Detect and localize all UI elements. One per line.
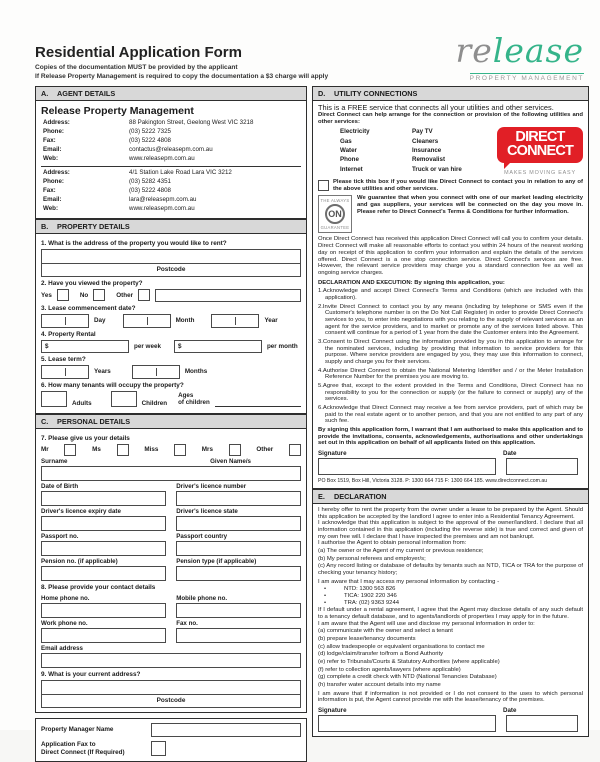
question-2: 2. Have you viewed the property? (41, 279, 143, 287)
home-phone-label: Home phone no. (41, 594, 90, 602)
utility-internet: Internet (340, 165, 363, 173)
utility-cleaners: Cleaners (412, 137, 439, 145)
office2-phone-value: (03) 5282 4351 (129, 177, 171, 185)
licence-number-label: Driver's licence number (176, 482, 247, 490)
q6-ages-input[interactable] (215, 397, 301, 407)
form-header (35, 44, 415, 82)
application-fax-checkbox[interactable] (151, 741, 166, 756)
pension-type-label: Pension type (if applicable) (176, 557, 257, 565)
authorise-item-a: (a) The owner or the Agent of my current or previous residence; (318, 548, 484, 554)
use-item-f: (f) refer to collection agents/lawyers (where applicable) (318, 666, 461, 673)
section-c-body (35, 429, 307, 713)
title-ms-checkbox[interactable] (117, 444, 129, 456)
q5-years-label: Years (94, 368, 111, 376)
email-address-label: Email address (41, 644, 83, 652)
page-title: Residential Application Form (35, 44, 242, 61)
utilities-list (318, 127, 583, 176)
email-address-input[interactable] (41, 653, 301, 668)
q5-months-label: Months (184, 368, 208, 376)
section-d-title: UTILITY CONNECTIONS (334, 89, 418, 98)
d-date-label: Date (503, 449, 517, 457)
d-signature-input[interactable] (318, 458, 496, 475)
utility-gas: Gas (340, 137, 352, 145)
declaration-execution-heading: DECLARATION AND EXECUTION: By signing this application, you: (318, 279, 505, 286)
office1-email-label: Email: (43, 145, 62, 153)
section-d-header (312, 86, 589, 101)
fax-number-label: Fax no. (176, 619, 198, 627)
section-d-body (312, 101, 589, 489)
office-1 (41, 119, 301, 164)
agency-name: Release Property Management (41, 105, 194, 117)
section-a-body (35, 101, 307, 219)
title-ms-label: Ms (92, 446, 101, 454)
declaration-p3: I authorise the Agent to obtain personal information from: (318, 540, 467, 547)
pension-type-input[interactable] (176, 566, 301, 581)
contact-tica: • TICA: 1902 220 346 (318, 593, 583, 600)
use-item-a: (a) communicate with the owner and select a tenant (318, 628, 453, 635)
title-mrs-label: Mrs (201, 446, 213, 454)
q4-per-week-label: per week (134, 342, 161, 350)
q6-children-input[interactable] (111, 391, 137, 407)
office1-address-label: Address: (43, 119, 70, 126)
section-b-letter: B. (41, 221, 49, 231)
d-signature-label: Signature (318, 449, 347, 457)
work-phone-input[interactable] (41, 628, 166, 643)
section-d-letter: D. (318, 89, 326, 98)
always-on-badge (318, 195, 352, 233)
q6-adults-input[interactable] (41, 391, 67, 407)
logo-tagline: PROPERTY MANAGEMENT (469, 75, 584, 82)
title-miss-label: Miss (144, 446, 159, 454)
release-logo (424, 31, 584, 85)
dc-term-4: 4.Authorise Direct Connect to obtain the National Metering Identifier and / or the Meter Installation Reference Number for the premises you are moving to. (318, 367, 583, 381)
use-item-e: (e) refer to Tribunals/Courts & Statutory Authorities (where applicable) (318, 659, 500, 666)
dc-term-5: 5.Agree that, except to the extent provided in the Terms and Conditions, Direct Connect has no responsibility to you for the connection or supply (or the failure to connect or supply) any of the services. (318, 382, 583, 403)
logo-text-re: re (455, 31, 493, 70)
mobile-phone-label: Mobile phone no. (176, 594, 228, 602)
section-e-body (312, 504, 589, 737)
section-e-letter: E. (318, 491, 325, 501)
office2-address-label: Address: (43, 168, 70, 176)
q2-no-label: No (79, 291, 89, 299)
q2-yes-checkbox[interactable] (57, 289, 69, 301)
utilities-column-1 (340, 127, 412, 176)
work-phone-label: Work phone no. (41, 619, 88, 627)
direct-connect-fine-print: PO Box 1519, Box Hill, Victoria 3128. P: 1300 664 715 F: 1300 664 185. www.directconnect.com.au (318, 477, 548, 484)
q9-address-input[interactable] (41, 680, 301, 695)
home-phone-input[interactable] (41, 603, 166, 618)
question-3: 3. Lease commencement date? (41, 304, 136, 312)
licence-state-input[interactable] (176, 516, 301, 531)
left-column (35, 86, 307, 762)
default-paragraph: If I default under a rental agreement, I agree that the Agent may disclose details of any such default to a tenancy default database, and to agents/landlords of properties I may apply for in the future. (318, 607, 583, 621)
q1-address-input[interactable] (41, 249, 301, 264)
office2-fax-label: Fax: (43, 186, 56, 194)
question-4: 4. Property Rental (41, 330, 96, 338)
licence-expiry-label: Driver's licence expiry date (41, 507, 121, 515)
utility-intro-headline: This is a FREE service that connects all your utilities and other services. (318, 103, 554, 112)
office1-web-label: Web: (43, 154, 59, 162)
q2-other-input[interactable] (155, 289, 301, 302)
logo-text-lease: lease (492, 31, 584, 70)
use-item-h: (h) transfer water account details into my name (318, 682, 441, 689)
subtitle-line-2: If Release Property Management is required to copy the documentation a $3 charge will apply (35, 72, 329, 80)
q9-postcode-input[interactable]: Postcode (41, 695, 301, 708)
question-7: 7. Please give us your details (41, 434, 130, 442)
application-fax-label: Application Fax to Direct Connect (If Required) (41, 740, 125, 756)
authorise-item-c: (c) Any record listing or database of defaults by tenants such as NTD, TICA or TRA for the purpose of checking your tenancy history; (318, 563, 583, 577)
licence-number-input[interactable] (176, 491, 301, 506)
office1-web-value: www.releasepm.com.au (129, 154, 195, 162)
question-5: 5. Lease term? (41, 355, 86, 363)
q4-per-month-label: per month (266, 342, 298, 350)
office1-fax-value: (03) 5222 4808 (129, 136, 171, 144)
title-miss-checkbox[interactable] (174, 444, 186, 456)
q6-children-label: Children (141, 399, 168, 407)
badge-top-text: THE ALWAYS (320, 198, 350, 204)
q2-other-checkbox[interactable] (138, 289, 150, 301)
badge-bottom-text: GUARANTEE (320, 225, 350, 231)
section-e-header (312, 489, 589, 504)
section-e-title: DECLARATION (334, 491, 387, 501)
q2-no-checkbox[interactable] (93, 289, 105, 301)
q2-other-label: Other (116, 291, 134, 299)
passport-number-label: Passport no. (41, 532, 79, 540)
power-on-icon: ON (325, 204, 345, 224)
pension-number-label: Pension no. (if applicable) (41, 557, 118, 565)
utility-water: Water (340, 147, 357, 155)
office1-address-value: 88 Pakington Street, Geelong West VIC 3218 (129, 119, 254, 126)
q3-month-input[interactable] (123, 314, 171, 328)
surname-label: Surname (41, 457, 68, 465)
q6-ages-label: Ages of children (178, 392, 210, 407)
office1-phone-label: Phone: (43, 127, 64, 135)
section-b-body (35, 234, 307, 414)
dc-term-6: 6.Acknowledge that Direct Connect may receive a fee from service providers, part of which may be paid to the real estate agent or to another person, and that you are not entitled to any part of any such fee. (318, 404, 583, 425)
aware-access-text: I am aware that I may access my personal information by contacting - (318, 578, 500, 585)
q4-rent-week-input[interactable]: $ (41, 340, 129, 353)
question-8: 8. Please provide your contact details (41, 583, 156, 591)
aware-disclose-text: I am aware that the Agent will use and disclose my personal information in order to: (318, 620, 535, 627)
dc-term-3: 3.Consent to Direct Connect using the information provided by you in this application to arrange for the nominated services, including by providing that information to service providers for this purpose. Where service providers are engaged by you, they may use this information to connect, supply and charge you for their services. (318, 338, 583, 365)
use-item-g: (g) complete a credit check with NTD (National Tenancies Database) (318, 674, 497, 681)
passport-country-label: Passport country (176, 532, 228, 540)
office2-email-label: Email: (43, 195, 62, 203)
e-date-label: Date (503, 707, 517, 715)
utilities-column-2 (412, 127, 484, 176)
name-input[interactable] (41, 466, 301, 481)
q3-year-input[interactable] (211, 314, 259, 328)
direct-connect-bubble: DIRECT CONNECT (497, 127, 583, 163)
mobile-phone-input[interactable] (176, 603, 301, 618)
office2-web-value: www.releasepm.com.au (129, 204, 195, 212)
utility-removalist: Removalist (412, 156, 446, 164)
office2-web-label: Web: (43, 204, 59, 212)
office1-phone-value: (03) 5222 7325 (129, 127, 171, 135)
office1-email-value: contactus@releasepm.com.au (129, 145, 213, 153)
office1-fax-label: Fax: (43, 136, 56, 144)
utility-truck-hire: Truck or van hire (412, 165, 462, 173)
q2-yes-label: Yes (41, 291, 52, 299)
section-c-header (35, 414, 307, 429)
title-mr-checkbox[interactable] (64, 444, 76, 456)
warrant-paragraph: By signing this application form, I warrant that I am authorised to make this application and to provide the invitations, consents, acknowledgements, authorisations and other undertakings set out in this application on behalf of all applicants listed on this application. (318, 426, 583, 447)
utility-paytv: Pay TV (412, 128, 433, 136)
q3-year-label: Year (264, 317, 278, 325)
utility-electricity: Electricity (340, 128, 370, 136)
contact-tra: • TRA: (02) 9363 9244 (318, 600, 583, 607)
title-mr-label: Mr (41, 446, 49, 454)
title-other-checkbox[interactable] (289, 444, 301, 456)
title-mrs-checkbox[interactable] (229, 444, 241, 456)
once-received-paragraph: Once Direct Connect has received this application Direct Connect will call you to confirm your details. Direct Connect will make all reasonable efforts to contact you within 24 hours of the nearest working day on receipt of this application to confirm your information and explain the details of the services offered. Direct Connect is a one stop connection service. Direct Connect's services are free. However, the relevant service providers may charge you a standard connection fee as well as ongoing service charges. (318, 236, 583, 276)
given-names-label: Given Name/s (210, 457, 251, 465)
title-other-label: Other (256, 446, 274, 454)
subtitle-line-1: Copies of the documentation MUST be provided by the applicant (35, 64, 238, 71)
declaration-p2: I acknowledge that this application is subject to the approval of the owner/landlord. I declare that all information contained in this application (including the reverse side) is true and correct and given of my own free will. I declare that I have inspected the premises and am not bankrupt. (318, 520, 583, 540)
direct-connect-contact-checkbox[interactable] (318, 180, 329, 191)
office2-email-value: lara@releasepm.com.au (129, 195, 197, 203)
question-9: 9. What is your current address? (41, 670, 141, 678)
q3-day-input[interactable] (41, 314, 89, 328)
office2-fax-value: (03) 5222 4808 (129, 186, 171, 194)
passport-number-input[interactable] (41, 541, 166, 556)
dc-term-1: 1.Acknowledge and accept Direct Connect's Terms and Conditions (which are included with this application). (318, 288, 583, 301)
direct-connect-logo (497, 127, 583, 176)
declaration-p1: I hereby offer to rent the property from the owner under a lease to be prepared by the Agent. Should this application be accepted by the landlord I agree to enter into a Residential Tenancy Agreement. (318, 506, 583, 520)
section-b-header (35, 219, 307, 234)
right-column (312, 86, 589, 737)
section-c-letter: C. (41, 416, 49, 426)
q3-month-label: Month (175, 317, 195, 325)
dc-term-2: 2.Invite Direct Connect to contact you by any means (including by telephone or SMS even if the Customer's telephone number is on the Do Not Call Register) in order to provide Direct Connect's services to you, to enter into negotiations with you relating to the supply of relevant services as an agent for the service providers, and to market or promote any of the services listed above. This consent will continue for a period of 1 year from the date the Customer enters into the Agreement. (318, 303, 583, 337)
section-a-letter: A. (41, 89, 49, 98)
q4-rent-month-input[interactable]: $ (174, 340, 262, 353)
authorise-item-b: (b) My personal referees and employer/s; (318, 555, 426, 562)
office2-address-value: 4/1 Station Lake Road Lara VIC 3212 (129, 168, 232, 176)
section-a-title: AGENT DETAILS (57, 89, 116, 98)
tick-box-text: Please tick this box if you would like Direct Connect to contact you in relation to any of the above utilities and other services. (333, 179, 583, 192)
dob-label: Date of Birth (41, 482, 79, 490)
licence-state-label: Driver's licence state (176, 507, 238, 515)
q5-months-input[interactable] (132, 365, 180, 379)
direct-connect-tagline: MAKES MOVING EASY (504, 170, 576, 177)
property-manager-name-label: Property Manager Name (41, 726, 114, 734)
pension-number-input[interactable] (41, 566, 166, 581)
section-a-header (35, 86, 307, 101)
dob-input[interactable] (41, 491, 166, 506)
use-item-c: (c) allow tradespeople or equivalent organisations to contact me (318, 643, 485, 650)
d-date-input[interactable] (506, 458, 578, 475)
use-item-b: (b) prepare lease/tenancy documents (318, 636, 416, 643)
final-paragraph: I am aware that if information is not provided or I do not consent to the uses to which personal information is put, the Agent cannot provide me with the lease/tenancy of the premises. (318, 690, 583, 704)
guarantee-text: We guarantee that when you connect with one of our market leading electricity and gas suppliers, your services will be connected on the day you move in. Please refer to Direct Connect's Terms & Conditions for further information. (357, 195, 583, 215)
utility-insurance: Insurance (412, 147, 442, 155)
licence-expiry-input[interactable] (41, 516, 166, 531)
section-c-title: PERSONAL DETAILS (57, 416, 131, 426)
fax-number-input[interactable] (176, 628, 301, 643)
use-item-d: (d) lodge/claim/transfer to/from a Bond Authority (318, 651, 444, 658)
office2-phone-label: Phone: (43, 177, 64, 185)
q1-postcode-input[interactable]: Postcode (41, 264, 301, 277)
q5-years-input[interactable] (41, 365, 89, 379)
e-signature-label: Signature (318, 707, 347, 715)
question-6: 6. How many tenants will occupy the property? (41, 381, 184, 389)
q6-adults-label: Adults (72, 399, 92, 407)
question-1: 1. What is the address of the property you would like to rent? (41, 239, 227, 247)
q3-day-label: Day (94, 317, 106, 325)
passport-country-input[interactable] (176, 541, 301, 556)
office-use-box (35, 718, 307, 762)
utility-phone: Phone (340, 156, 359, 164)
office-2 (41, 166, 301, 214)
section-b-title: PROPERTY DETAILS (57, 221, 130, 231)
contact-ntd: • NTD: 1300 563 826 (318, 586, 583, 593)
utility-intro-text: Direct Connect can help arrange for the connection or provision of the following utilities and other services: (318, 112, 583, 125)
